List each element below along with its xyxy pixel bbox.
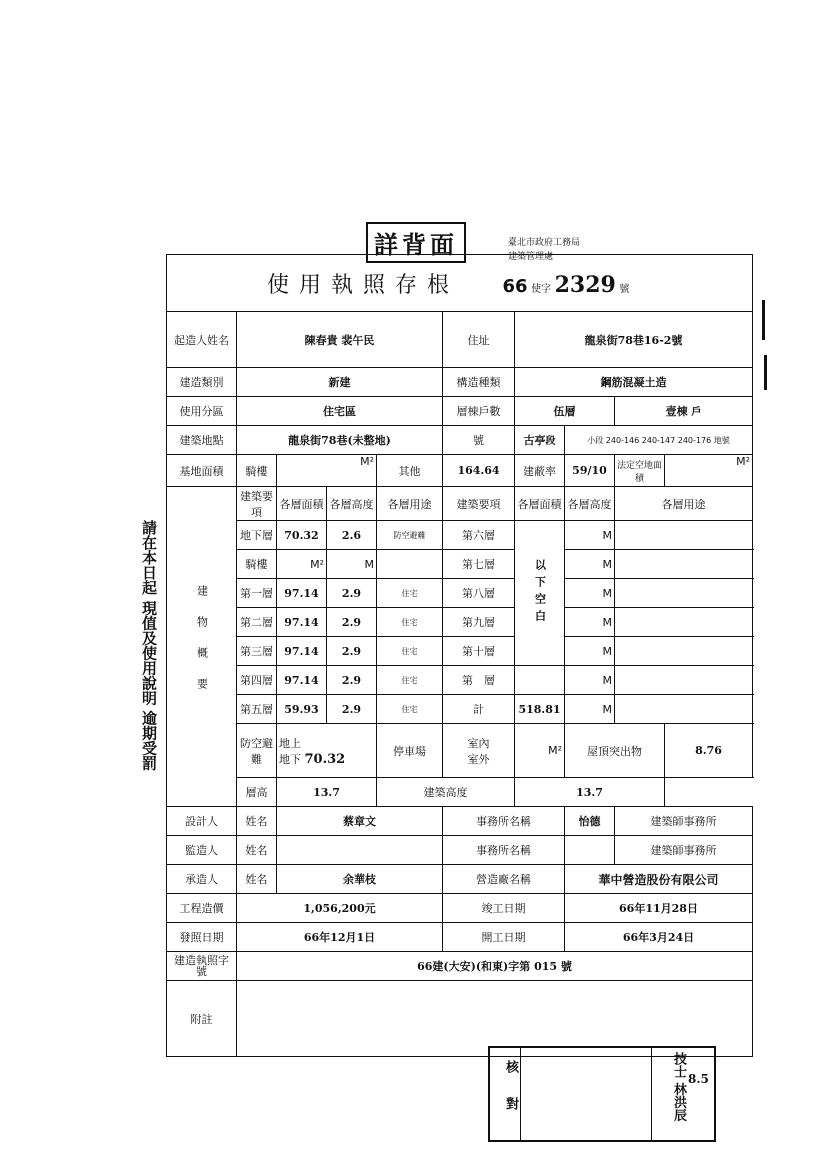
- structure-label: 構造種類: [443, 368, 515, 397]
- col-area-right: 各層面積: [515, 487, 565, 521]
- row-name: 第三層: [237, 637, 277, 666]
- row-height: 2.9: [327, 579, 377, 608]
- roof-value: 8.76: [665, 724, 753, 778]
- site-value: 龍泉街78巷(未整地): [237, 426, 443, 455]
- area-label: 基地面積: [167, 455, 237, 487]
- floor-height-label: 層高: [237, 778, 277, 807]
- side-note-2: 建築管理處: [508, 252, 554, 262]
- parking-in: 室內: [467, 736, 490, 750]
- cost-value: 1,056,200元: [237, 894, 443, 923]
- cost-label: 工程造價: [167, 894, 237, 923]
- row-right-name: 第十層: [443, 637, 515, 666]
- m-unit: M: [565, 521, 615, 550]
- issue-value: 66年12月1日: [237, 923, 443, 952]
- m-unit: M: [565, 666, 615, 695]
- zoning-value: 住宅區: [237, 397, 443, 426]
- shelter-basement-value: 70.32: [304, 751, 346, 767]
- row-height: 2.6: [327, 521, 377, 550]
- designer-label: 設計人: [167, 807, 237, 836]
- coverage-label: 建蔽率: [515, 455, 565, 487]
- row-height: 2.9: [327, 637, 377, 666]
- row-right-name: 第 層: [443, 666, 515, 695]
- units-value: 壹棟: [665, 405, 688, 418]
- site-label: 建築地點: [167, 426, 237, 455]
- row-area: 97.14: [277, 666, 327, 695]
- row-use: 住宅: [377, 637, 443, 666]
- row-height: 2.9: [327, 608, 377, 637]
- site-duan: 段: [545, 436, 556, 447]
- contractor-label: 承造人: [167, 865, 237, 894]
- remark-label: 附註: [167, 981, 237, 1057]
- coverage-value: 59/10: [565, 455, 615, 487]
- permit-number-suffix: 號: [619, 283, 630, 295]
- structure-value: 鋼筋混凝土造: [515, 368, 753, 397]
- row-use: 住宅: [377, 579, 443, 608]
- factory-value: 華中營造股份有限公司: [565, 865, 753, 894]
- review-stamp-left: 核對: [490, 1048, 521, 1140]
- site-lot-suffix: 地號: [713, 435, 730, 445]
- m-unit: M: [565, 579, 615, 608]
- review-stamp-mid: 技士 林洪辰: [651, 1048, 688, 1140]
- col-height-left: 各層高度: [327, 487, 377, 521]
- supervisor-office-label: 事務所名稱: [443, 836, 565, 865]
- row-name: 第二層: [237, 608, 277, 637]
- other-value: 164.64: [443, 455, 515, 487]
- supervisor-name-label: 姓名: [237, 836, 277, 865]
- permit-stub-form: [166, 254, 753, 1057]
- arcade-label: 騎樓: [237, 455, 277, 487]
- contractor-name-label: 姓名: [237, 865, 277, 894]
- review-stamp-right: 8.5: [688, 1072, 709, 1086]
- shelter-basement: 地下: [279, 752, 301, 766]
- floors-value: 伍層: [515, 397, 615, 426]
- building-type-label: 建造類別: [167, 368, 237, 397]
- building-summary-label: 建物概要: [167, 487, 237, 807]
- legal-open-unit: M²: [665, 455, 753, 487]
- arcade-m2: M²: [277, 550, 327, 579]
- site-lots: 小段 240-146 240-147 240-176: [587, 435, 712, 445]
- permit-prefix: 66: [502, 275, 528, 297]
- row-area: 97.14: [277, 579, 327, 608]
- col-use-right: 各層用途: [615, 487, 753, 521]
- row-area: 70.32: [277, 521, 327, 550]
- row-area: 97.14: [277, 637, 327, 666]
- side-note-1: 臺北市政府工務局: [508, 238, 581, 248]
- start-label: 開工日期: [443, 923, 565, 952]
- other-label: 其他: [377, 455, 443, 487]
- bldg-height-label: 建築高度: [377, 778, 515, 807]
- col-area-left: 各層面積: [277, 487, 327, 521]
- contractor-value: 余華枝: [277, 865, 443, 894]
- start-value: 66年3月24日: [565, 923, 753, 952]
- row-use: 防空避難: [377, 521, 443, 550]
- row-name: 第四層: [237, 666, 277, 695]
- designer-office: 怡德: [565, 807, 615, 836]
- designer-office-suffix: 建築師事務所: [615, 807, 753, 836]
- form-title: 使用執照存根: [267, 272, 460, 298]
- floor-height-value: 13.7: [277, 778, 377, 807]
- row-name: 騎樓: [237, 550, 277, 579]
- row-use: 住宅: [377, 695, 443, 724]
- total-value: 518.81: [515, 695, 565, 724]
- applicant-value: 陳春貴 裴午民: [237, 312, 443, 368]
- m-unit: M: [565, 695, 615, 724]
- applicant-label: 起造人姓名: [167, 312, 237, 368]
- margin-note: 請在本日起 現值及使用說明 逾期受罰: [140, 520, 158, 771]
- parking-out: 室外: [467, 752, 490, 766]
- row-use: 住宅: [377, 608, 443, 637]
- site-hao: 號: [443, 426, 515, 455]
- supervisor-label: 監造人: [167, 836, 237, 865]
- address-value: 龍泉街78巷16-2號: [515, 312, 753, 368]
- designer-office-label: 事務所名稱: [443, 807, 565, 836]
- total-label: 計: [443, 695, 515, 724]
- row-right-name: 第六層: [443, 521, 515, 550]
- m-unit: M: [565, 637, 615, 666]
- shelter-label: 防空避難: [237, 724, 277, 778]
- designer-name-label: 姓名: [237, 807, 277, 836]
- row-area: 97.14: [277, 608, 327, 637]
- permit-value: 66建(大安)(和東)字第 015 號: [237, 952, 753, 981]
- row-use: 住宅: [377, 666, 443, 695]
- site-section: 古亭: [523, 434, 546, 447]
- designer-value: 蔡章文: [277, 807, 443, 836]
- col-use-left: 各層用途: [377, 487, 443, 521]
- row-name: 第五層: [237, 695, 277, 724]
- roof-label: 屋頂突出物: [565, 724, 665, 778]
- units-suffix: 戶: [691, 407, 702, 418]
- edge-mark: [764, 355, 767, 390]
- address-label: 住址: [443, 312, 515, 368]
- review-stamp: [488, 1046, 716, 1142]
- floors-label: 層棟戶數: [443, 397, 515, 426]
- row-name: 地下層: [237, 521, 277, 550]
- supervisor-office-suffix: 建築師事務所: [615, 836, 753, 865]
- row-height: 2.9: [327, 695, 377, 724]
- permit-number: 2329: [554, 271, 616, 298]
- arcade-unit: M²: [277, 455, 377, 487]
- m-unit: M: [565, 608, 615, 637]
- building-type-value: 新建: [237, 368, 443, 397]
- detail-back-stamp: 詳背面: [366, 222, 466, 263]
- parking-label: 停車場: [377, 724, 443, 778]
- blank-below-note: 以下空白: [515, 521, 565, 666]
- row-area: 59.93: [277, 695, 327, 724]
- col-item-right: 建築要項: [443, 487, 515, 521]
- m-unit: M: [565, 550, 615, 579]
- factory-label: 營造廠名稱: [443, 865, 565, 894]
- permit-number-label: 使字: [531, 283, 552, 295]
- row-right-name: 第九層: [443, 608, 515, 637]
- arcade-m: M: [327, 550, 377, 579]
- completion-value: 66年11月28日: [565, 894, 753, 923]
- completion-label: 竣工日期: [443, 894, 565, 923]
- col-item-left: 建築要項: [237, 487, 277, 521]
- shelter-ground: 地上: [279, 736, 301, 750]
- row-right-name: 第七層: [443, 550, 515, 579]
- issue-label: 發照日期: [167, 923, 237, 952]
- edge-mark: [762, 300, 765, 340]
- zoning-label: 使用分區: [167, 397, 237, 426]
- row-right-name: 第八層: [443, 579, 515, 608]
- row-height: 2.9: [327, 666, 377, 695]
- row-name: 第一層: [237, 579, 277, 608]
- parking-unit: M²: [515, 724, 565, 778]
- legal-open-label: 法定空地面積: [615, 455, 665, 487]
- bldg-height-value: 13.7: [515, 778, 665, 807]
- col-height-right: 各層高度: [565, 487, 615, 521]
- permit-label: 建造執照字號: [167, 952, 237, 981]
